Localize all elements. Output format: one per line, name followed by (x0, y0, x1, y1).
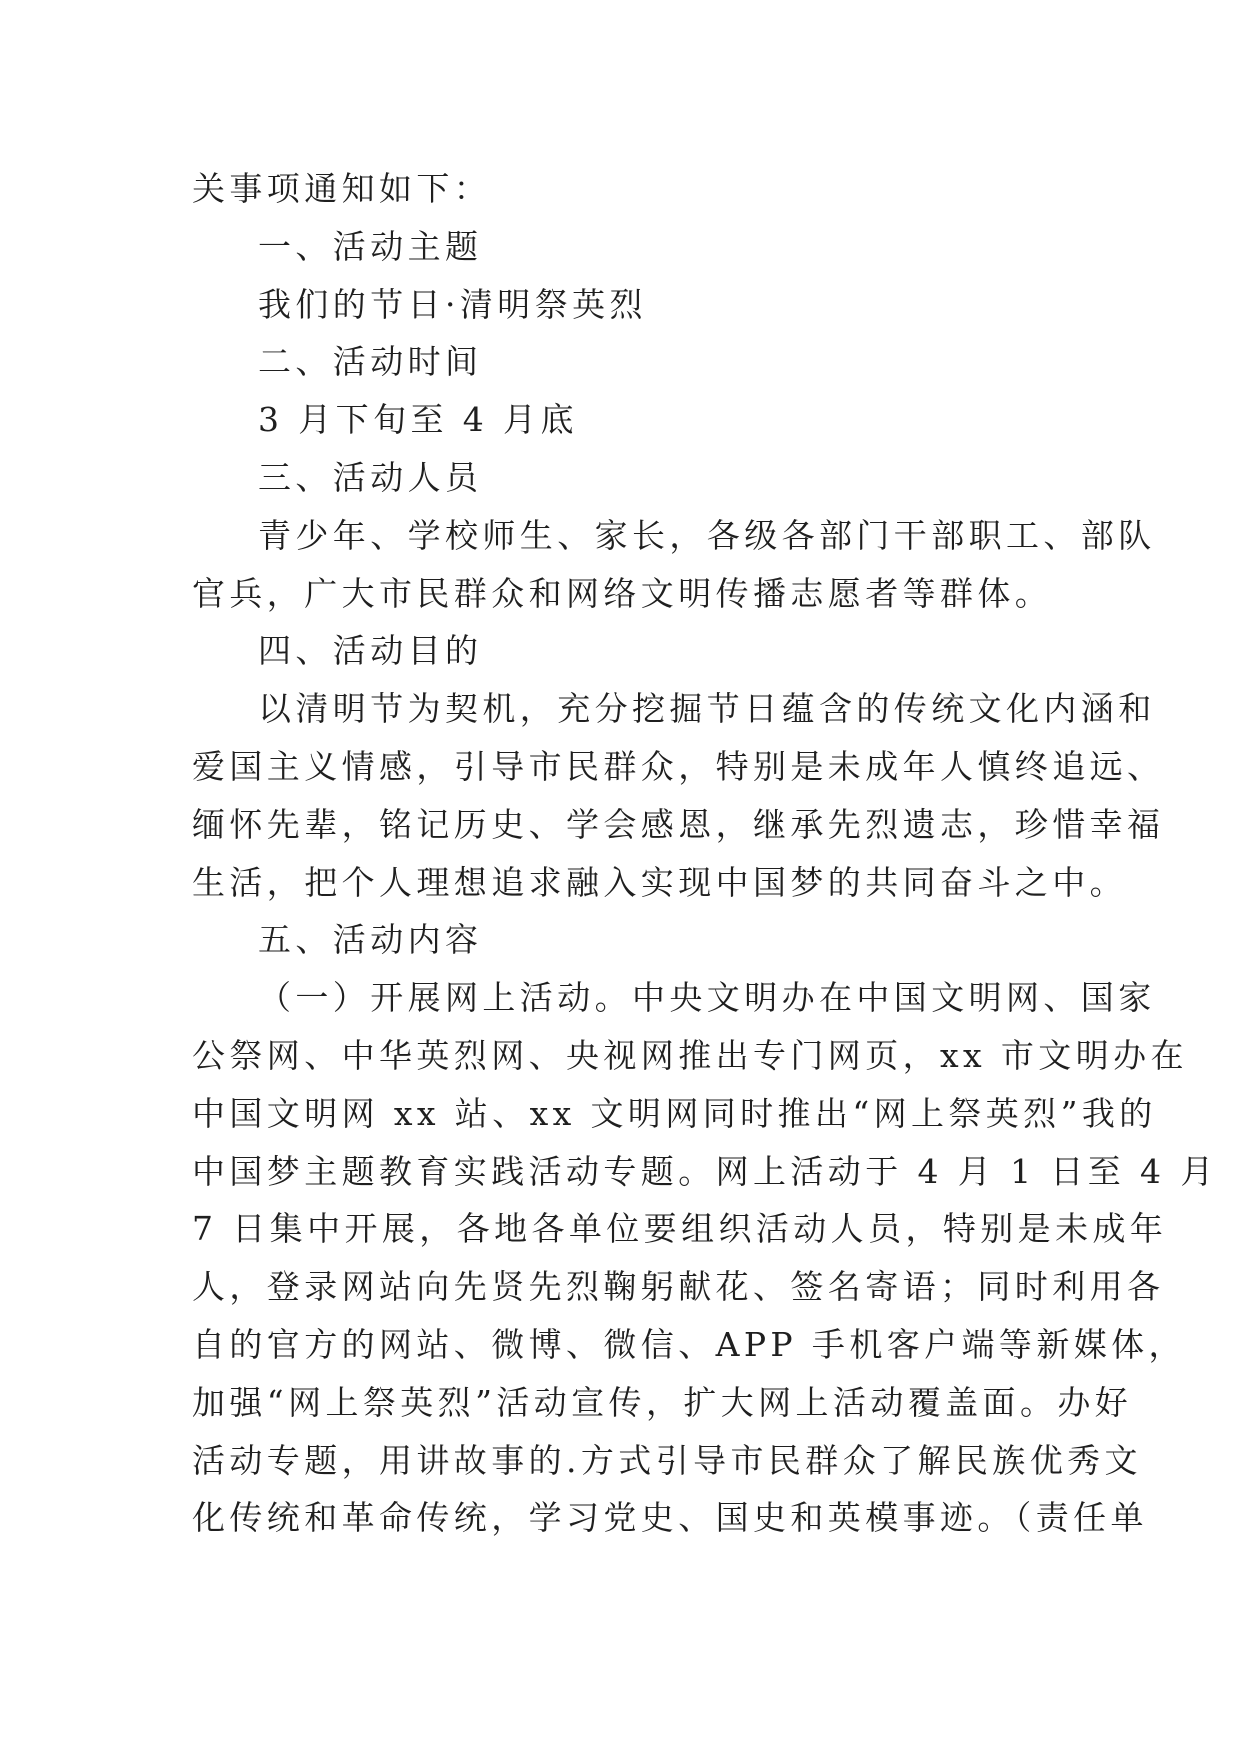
purpose-text-line: 以清明节为契机，充分挖掘节日蕴含的传统文化内涵和 (258, 689, 1156, 729)
section-heading-purpose: 四、活动目的 (258, 631, 483, 671)
content-text-line: 化传统和革命传统，学习党史、国史和英模事迹。（责任单 (192, 1498, 1148, 1538)
section-heading-theme: 一、活动主题 (258, 226, 483, 266)
content-text-line: （一）开展网上活动。中央文明办在中国文明网、国家 (258, 978, 1156, 1018)
content-text-line: 公祭网、中华英烈网、央视网推出专门网页，xx 市文明办在 (192, 1035, 1188, 1075)
theme-text: 我们的节日·清明祭英烈 (258, 284, 647, 324)
content-text-line: 7 日集中开展，各地各单位要组织活动人员，特别是未成年 (192, 1209, 1168, 1249)
content-text-line: 加强“网上祭英烈”活动宣传，扩大网上活动覆盖面。办好 (192, 1382, 1133, 1422)
purpose-text-line: 缅怀先辈，铭记历史、学会感恩，继承先烈遗志，珍惜幸福 (192, 804, 1165, 844)
section-heading-time: 二、活动时间 (258, 342, 483, 382)
section-heading-participants: 三、活动人员 (258, 457, 483, 497)
content-text-line: 自的官方的网站、微博、微信、APP 手机客户端等新媒体， (192, 1324, 1186, 1364)
text-line-continuation: 关事项通知如下： (192, 169, 492, 208)
content-text-line: 人，登录网站向先贤先烈鞠躬献花、签名寄语；同时利用各 (192, 1267, 1165, 1307)
content-text-line: 活动专题，用讲故事的.方式引导市民群众了解民族优秀文 (192, 1440, 1142, 1480)
participants-text-line: 官兵，广大市民群众和网络文明传播志愿者等群体。 (192, 573, 1053, 613)
purpose-text-line: 生活，把个人理想追求融入实现中国梦的共同奋斗之中。 (192, 862, 1127, 902)
content-text-line: 中国梦主题教育实践活动专题。网上活动于 4 月 1 日至 4 月 (192, 1151, 1218, 1191)
document-body (192, 160, 1218, 1547)
participants-text-line: 青少年、学校师生、家长，各级各部门干部职工、部队 (258, 515, 1156, 555)
section-heading-content: 五、活动内容 (258, 920, 483, 960)
content-text-line: 中国文明网 xx 站、xx 文明网同时推出“网上祭英烈”我的 (192, 1093, 1157, 1133)
time-text: 3 月下旬至 4 月底 (258, 400, 578, 440)
purpose-text-line: 爱国主义情感，引导市民群众，特别是未成年人慎终追远、 (192, 746, 1165, 786)
